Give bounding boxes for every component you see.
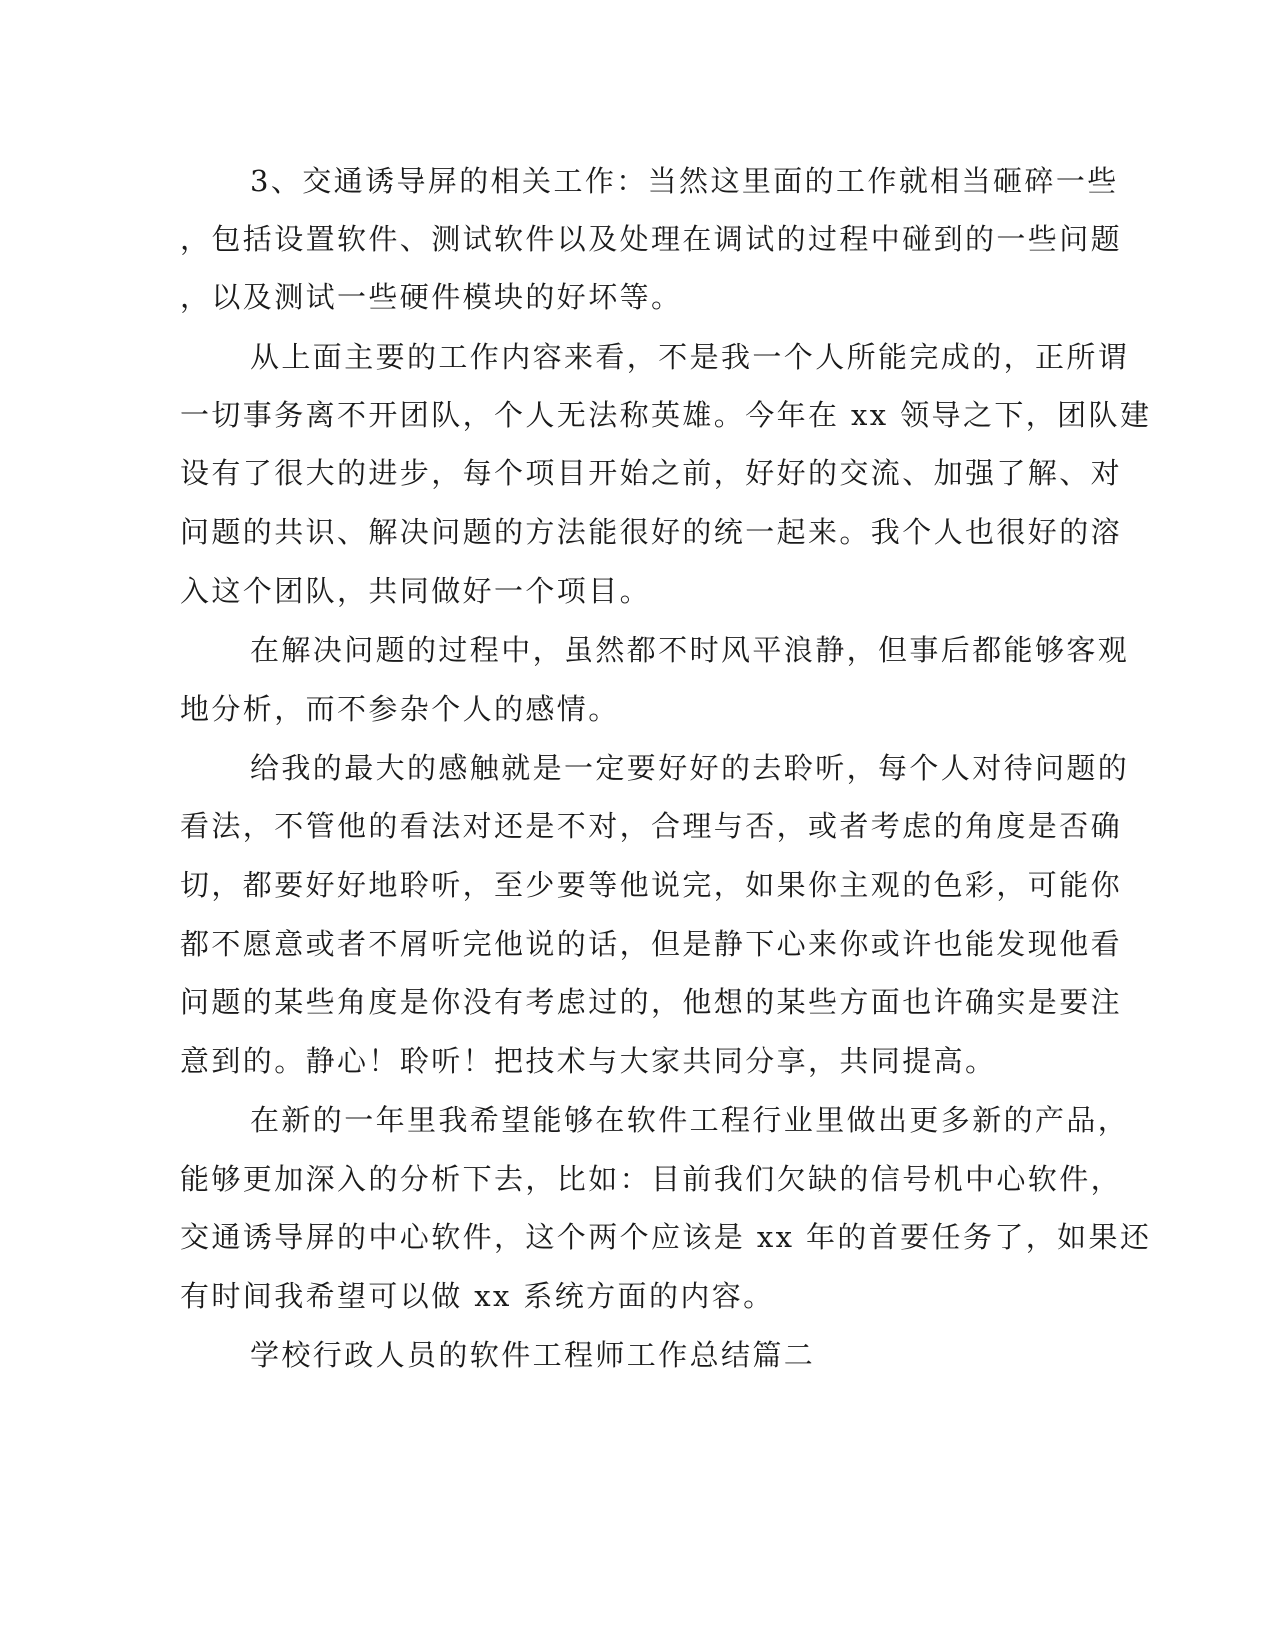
text-line: 有时间我希望可以做 xx 系统方面的内容。 bbox=[180, 1279, 775, 1313]
text-line: 从上面主要的工作内容来看，不是我一个人所能完成的，正所谓 bbox=[250, 340, 1130, 374]
text-line: ，包括设置软件、测试软件以及处理在调试的过程中碰到的一些问题 bbox=[180, 222, 1123, 256]
text-line: 给我的最大的感触就是一定要好好的去聆听，每个人对待问题的 bbox=[250, 751, 1130, 785]
text-line: ，以及测试一些硬件模块的好坏等。 bbox=[180, 280, 683, 314]
text-line: 一切事务离不开团队，个人无法称英雄。今年在 xx 领导之下，团队建 bbox=[180, 398, 1152, 432]
text-line: 在新的一年里我希望能够在软件工程行业里做出更多新的产品， bbox=[250, 1103, 1130, 1137]
text-line: 切，都要好好地聆听，至少要等他说完，如果你主观的色彩，可能你 bbox=[180, 868, 1123, 902]
text-line: 交通诱导屏的中心软件，这个两个应该是 xx 年的首要任务了，如果还 bbox=[180, 1220, 1152, 1254]
text-line: 入这个团队，共同做好一个项目。 bbox=[180, 574, 652, 608]
text-line: 地分析，而不参杂个人的感情。 bbox=[180, 692, 620, 726]
section-heading: 学校行政人员的软件工程师工作总结篇二 bbox=[250, 1338, 816, 1372]
text-line: 在解决问题的过程中，虽然都不时风平浪静，但事后都能够客观 bbox=[250, 633, 1130, 667]
text-line: 问题的某些角度是你没有考虑过的，他想的某些方面也许确实是要注 bbox=[180, 985, 1123, 1019]
text-line: 设有了很大的进步，每个项目开始之前，好好的交流、加强了解、对 bbox=[180, 456, 1123, 490]
text-line: 能够更加深入的分析下去，比如：目前我们欠缺的信号机中心软件， bbox=[180, 1162, 1123, 1196]
text-line: 意到的。静心！聆听！把技术与大家共同分享，共同提高。 bbox=[180, 1044, 997, 1078]
text-line: 3、交通诱导屏的相关工作：当然这里面的工作就相当砸碎一些 bbox=[250, 164, 1119, 198]
text-line: 问题的共识、解决问题的方法能很好的统一起来。我个人也很好的溶 bbox=[180, 515, 1123, 549]
text-line: 都不愿意或者不屑听完他说的话，但是静下心来你或许也能发现他看 bbox=[180, 927, 1123, 961]
text-line: 看法，不管他的看法对还是不对，合理与否，或者考虑的角度是否确 bbox=[180, 809, 1123, 843]
